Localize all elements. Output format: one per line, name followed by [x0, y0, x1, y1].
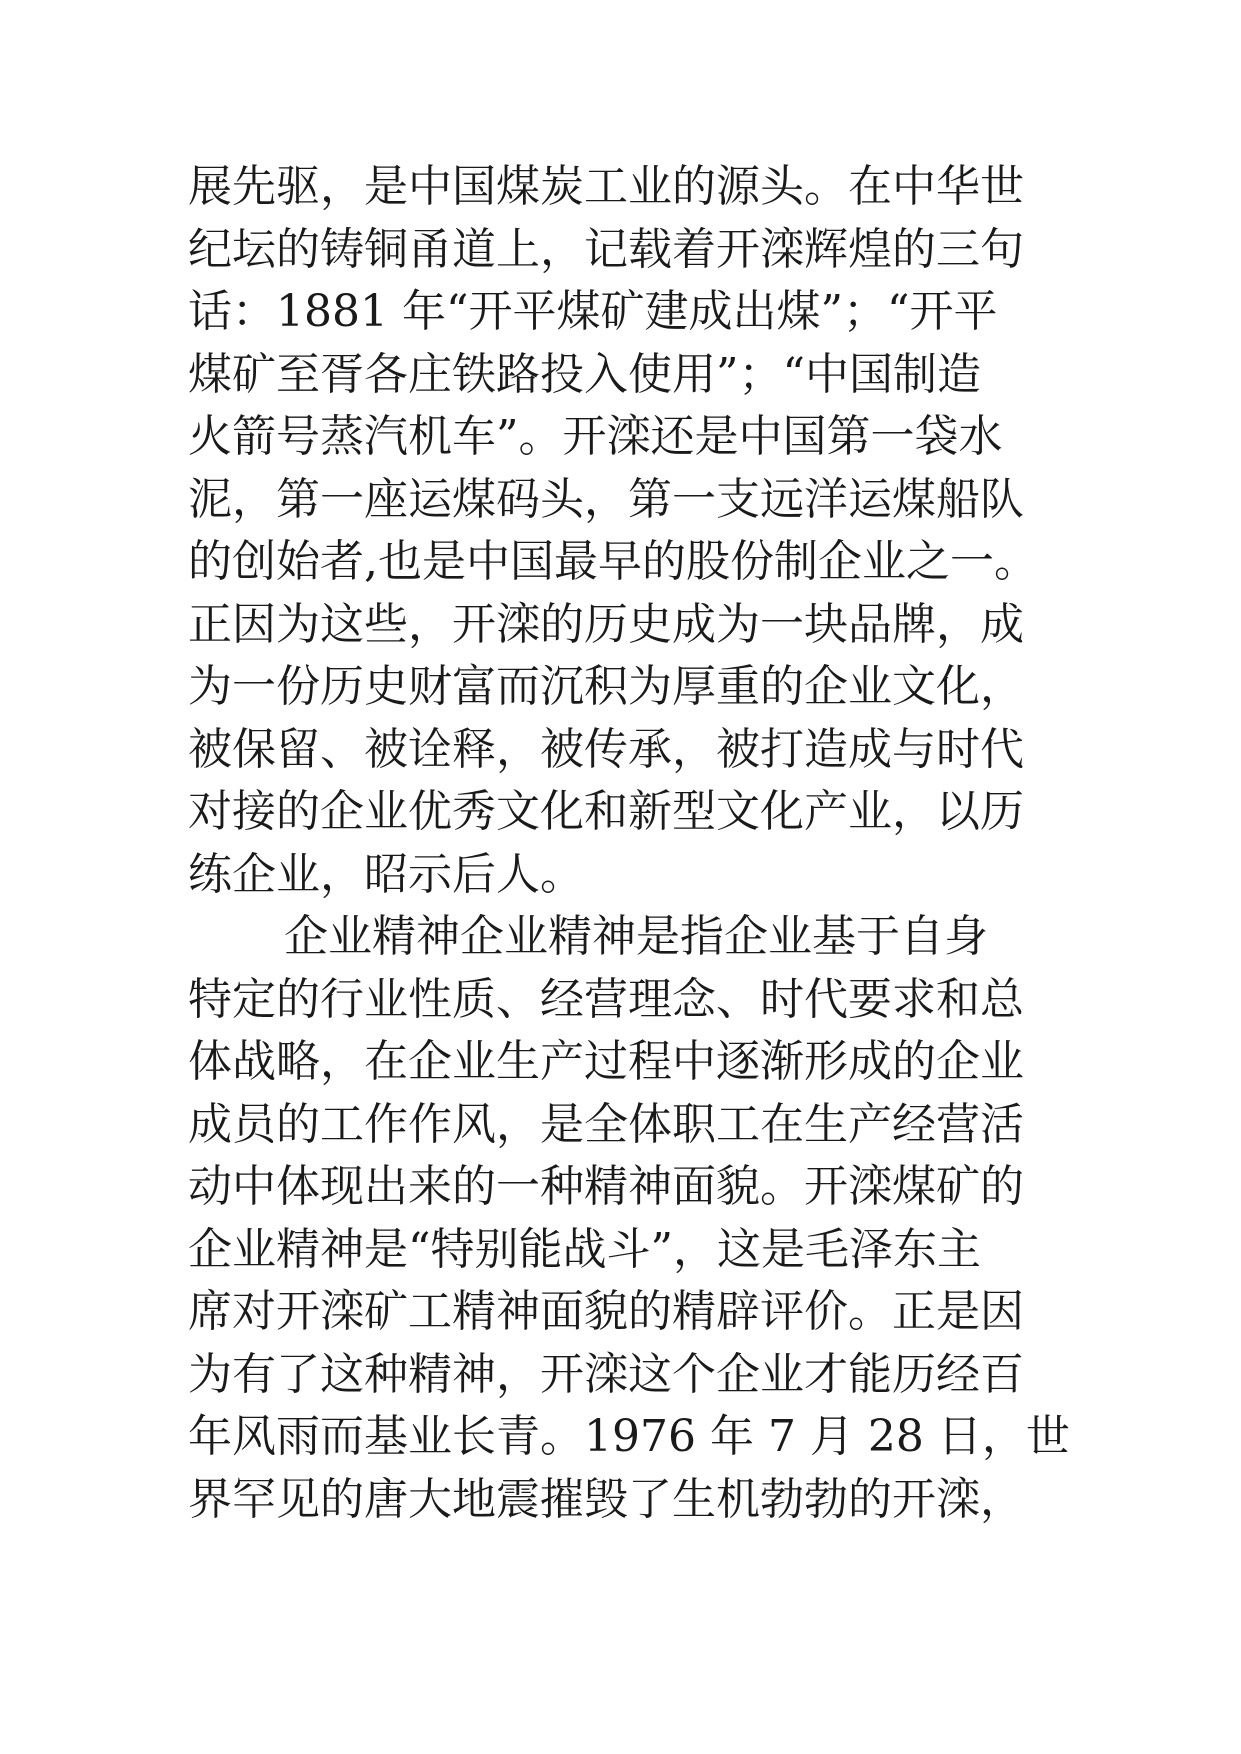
text-line: 企业精神是“特别能战斗”，这是毛泽东主 — [188, 1223, 981, 1275]
text-line: 体战略，在企业生产过程中逐渐形成的企业 — [188, 1036, 1024, 1087]
text-line: 练企业，昭示后人。 — [188, 848, 584, 900]
text-line: 动中体现出来的一种精神面貌。开滦煤矿的 — [188, 1161, 1024, 1212]
text-line: 对接的企业优秀文化和新型文化产业，以历 — [188, 786, 1024, 837]
text-line: 展先驱，是中国煤炭工业的源头。在中华世 — [188, 161, 1024, 212]
text-line-indented: 企业精神企业精神是指企业基于自身 — [284, 911, 988, 962]
text-line: 为有了这种精神，开滦这个企业才能历经百 — [188, 1348, 1024, 1400]
text-line: 席对开滦矿工精神面貌的精辟评价。正是因 — [188, 1286, 1024, 1337]
text-line: 界罕见的唐大地震摧毁了生机勃勃的开滦， — [188, 1473, 1024, 1525]
paragraph-1 — [188, 156, 1078, 906]
text-line: 煤矿至胥各庄铁路投入使用”；“中国制造 — [188, 348, 981, 400]
text-line: 被保留、被诠释，被传承，被打造成与时代 — [188, 723, 1024, 775]
text-line: 正因为这些，开滦的历史成为一块品牌，成 — [188, 598, 1024, 650]
text-line: 纪坛的铸铜甬道上，记载着开滦辉煌的三句 — [188, 223, 1024, 275]
text-line: 泥，第一座运煤码头，第一支远洋运煤船队 — [188, 473, 1024, 525]
text-line: 的创始者,也是中国最早的股份制企业之一。 — [188, 536, 1038, 587]
text-line: 话：1881 年“开平煤矿建成出煤”；“开平 — [188, 286, 998, 337]
text-line: 成员的工作作风，是全体职工在生产经营活 — [188, 1098, 1024, 1150]
paragraph-2 — [188, 906, 1078, 1531]
text-line: 火箭号蒸汽机车”。开滦还是中国第一袋水 — [188, 411, 1003, 462]
text-line: 特定的行业性质、经营理念、时代要求和总 — [188, 973, 1024, 1025]
body-text — [188, 156, 1078, 1531]
text-line: 年风雨而基业长青。1976 年 7 月 28 日，世 — [188, 1411, 1070, 1462]
text-line: 为一份历史财富而沉积为厚重的企业文化， — [188, 661, 1024, 712]
